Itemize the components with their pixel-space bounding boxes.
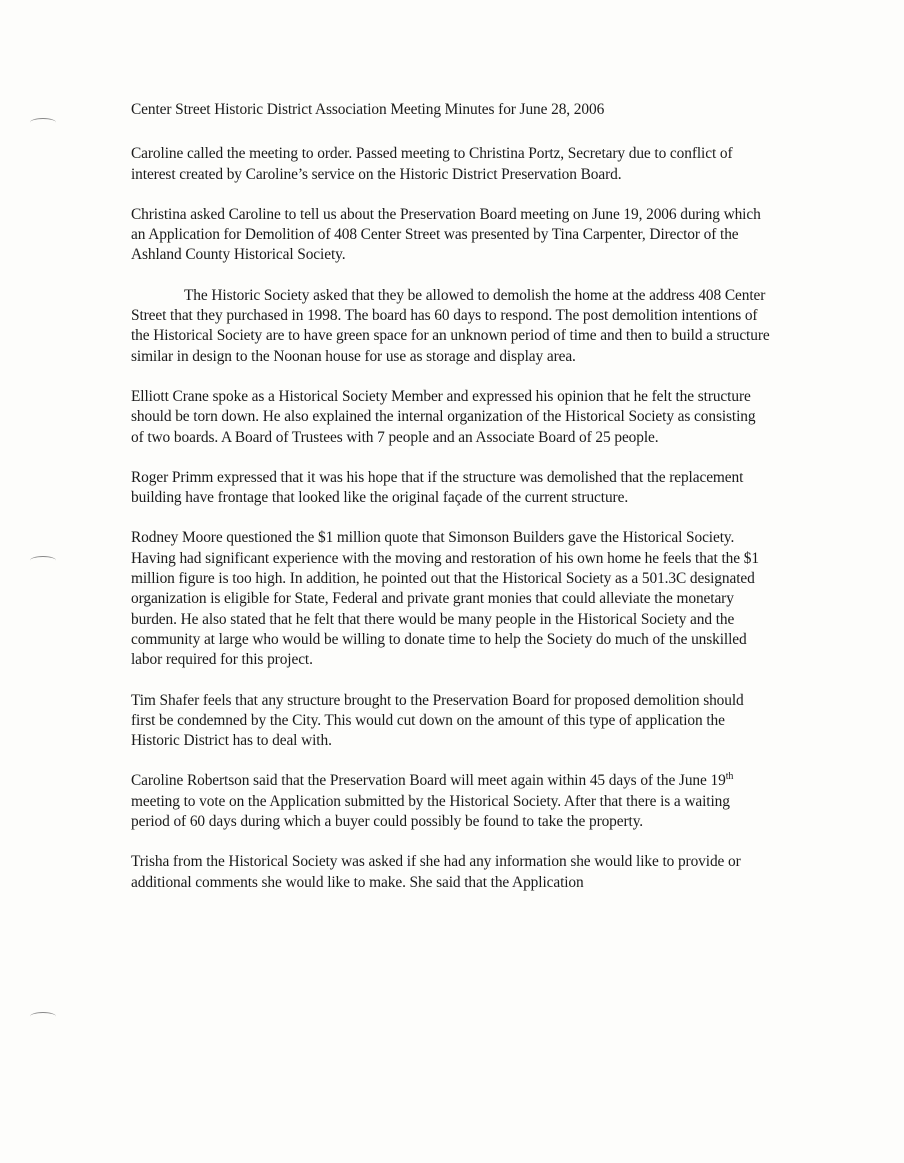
hole-punch-mark-bottom (30, 1012, 56, 1021)
paragraph-historic-society-request: The Historic Society asked that they be allowed to demolish the home at the address 408 Center Street that they purchased in 1998. The board has 60 days to respond. The post demolition intentions of the Historical Society are to have green space for an unknown period of time and then to build a structure similar in design to the Noonan house for use as storage and display area. (131, 286, 770, 365)
document-body (131, 100, 771, 913)
paragraph-text-after-superscript: meeting to vote on the Application submitted by the Historical Society. After that there is a waiting period of 60 days during which a buyer could possibly be found to take the property. (131, 792, 730, 831)
paragraph-rodney-moore: Rodney Moore questioned the $1 million quote that Simonson Builders gave the Historical Society. Having had significant experience with the moving and restoration of his own home he feels that the $1 million figure is too high. In addition, he pointed out that the Historical Society as a 501.3C designated organization is eligible for State, Federal and private grant monies that could alleviate the monetary burden. He also stated that he felt that there would be many people in the Historical Society and the community at large who would be willing to donate time to help the Society do much of the unskilled labor required for this project. (131, 529, 759, 669)
paragraph-roger-primm: Roger Primm expressed that it was his hope that if the structure was demolished that the replacement building have frontage that looked like the original façade of the current structure. (131, 468, 744, 507)
document-title: Center Street Historic District Association Meeting Minutes for June 28, 2006 (131, 101, 605, 118)
hole-punch-mark-middle (30, 556, 56, 565)
paragraph-call-to-order: Caroline called the meeting to order. Passed meeting to Christina Portz, Secretary due to conflict of interest created by Caroline’s service on the Historic District Preservation Board. (131, 145, 733, 183)
paragraph-trisha: Trisha from the Historical Society was asked if she had any information she would like to provide or additional comments she would like to make. She said that the Application (131, 853, 741, 891)
paragraph-text-before-superscript: Caroline Robertson said that the Preservation Board will meet again within 45 days of the June 19 (131, 772, 726, 790)
ordinal-superscript: th (725, 771, 734, 783)
paragraph-tim-shafer: Tim Shafer feels that any structure brought to the Preservation Board for proposed demolition should first be condemned by the City. This would cut down on the amount of this type of application the Historic District has to deal with. (131, 691, 744, 750)
hole-punch-mark-top (30, 118, 56, 127)
paragraph-elliott-crane: Elliott Crane spoke as a Historical Society Member and expressed his opinion that he felt the structure should be torn down. He also explained the internal organization of the Historical Society as consisting of two boards. A Board of Trustees with 7 people and an Associate Board of 25 people. (131, 387, 756, 446)
paragraph-preservation-board-meeting: Christina asked Caroline to tell us about the Preservation Board meeting on June 19, 2006 during which an Application for Demolition of 408 Center Street was presented by Tina Carpenter, Director of the Ashland County Historical Society. (131, 205, 761, 264)
paragraph-caroline-robertson (131, 771, 771, 832)
